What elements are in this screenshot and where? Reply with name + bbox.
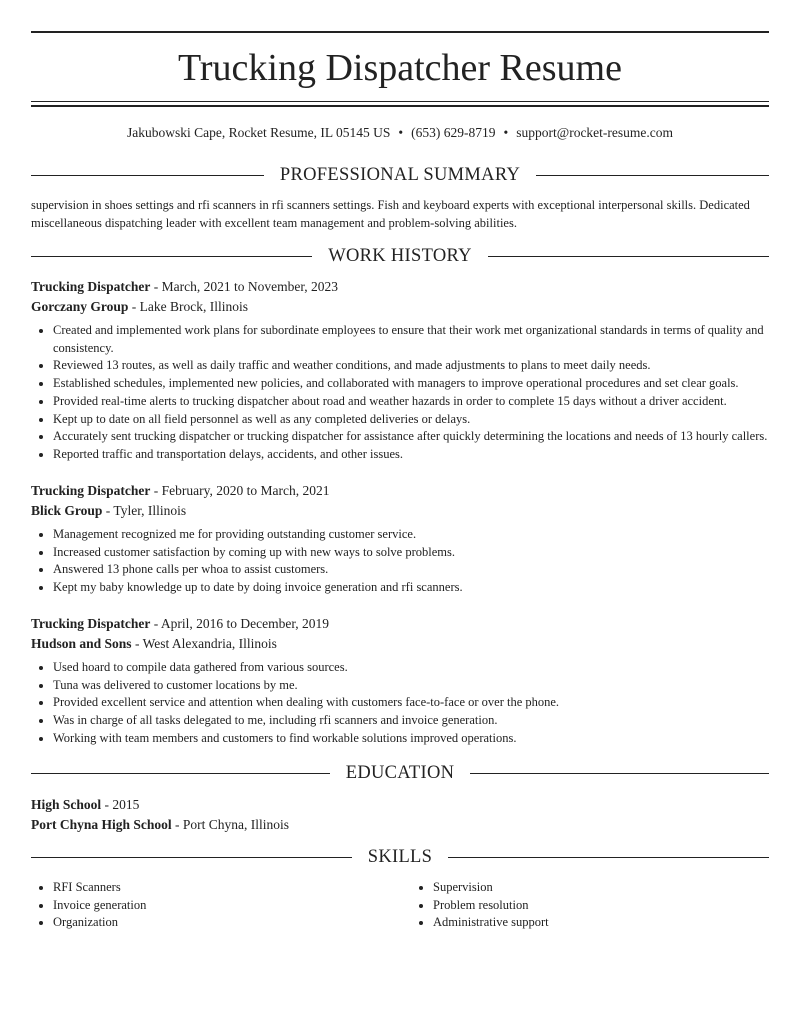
section-title: PROFESSIONAL SUMMARY xyxy=(279,165,521,185)
job-company: Blick Group xyxy=(31,502,103,518)
section-heading-education xyxy=(31,761,769,785)
job-entry xyxy=(31,614,769,748)
job-bullets xyxy=(31,659,769,748)
list-item: • Used hoard to compile data gathered from various sources. xyxy=(53,659,769,677)
section-heading-summary xyxy=(31,163,769,187)
list-item: • Working with team members and customers to find workable solutions improved operations. xyxy=(53,730,769,748)
job-title-line xyxy=(31,277,769,297)
skill-item: • Supervision xyxy=(433,879,769,897)
education-entry xyxy=(31,795,769,834)
skill-item: • Administrative support xyxy=(433,914,769,932)
heading-rule-left xyxy=(31,773,330,774)
list-item: • Kept up to date on all field personnel as well as any completed deliveries or delays. xyxy=(53,411,769,429)
skills-list xyxy=(31,879,769,932)
title-rule-thin xyxy=(31,101,769,102)
heading-rule-left xyxy=(31,175,264,176)
contact-phone: (653) 629-8719 xyxy=(411,125,496,140)
job-dates: - April, 2016 to December, 2019 xyxy=(150,616,330,631)
list-item: • Provided excellent service and attention when dealing with customers face-to-face or over the phone. xyxy=(53,694,769,712)
skills-column-right xyxy=(411,879,769,932)
list-item: • Increased customer satisfaction by coming up with new ways to solve problems. xyxy=(53,544,769,562)
contact-line xyxy=(31,124,769,142)
education-year: - 2015 xyxy=(101,797,140,812)
education-degree: High School xyxy=(31,797,102,812)
job-title: Trucking Dispatcher xyxy=(31,616,151,631)
resume-title: Trucking Dispatcher Resume xyxy=(178,47,622,89)
job-entry xyxy=(31,481,769,597)
skill-item: • Invoice generation xyxy=(53,897,389,915)
list-item: • Established schedules, implemented new policies, and collaborated with managers to improve operational procedures and set clear goals. xyxy=(53,375,769,393)
job-entry xyxy=(31,277,769,464)
section-title: SKILLS xyxy=(367,847,433,867)
title-rule-thick xyxy=(31,105,769,107)
section-title: WORK HISTORY xyxy=(328,246,472,266)
list-item: • Was in charge of all tasks delegated to me, including rfi scanners and invoice generation. xyxy=(53,712,769,730)
job-company-line xyxy=(31,634,769,654)
job-dates: - March, 2021 to November, 2023 xyxy=(150,279,339,294)
list-item: • Kept my baby knowledge up to date by doing invoice generation and rfi scanners. xyxy=(53,579,769,597)
contact-address: Jakubowski Cape, Rocket Resume, IL 05145 US xyxy=(126,125,391,140)
job-location: - Lake Brock, Illinois xyxy=(128,298,248,314)
list-item: • Accurately sent trucking dispatcher or trucking dispatcher for assistance after quickly determining the locations and needs of 13 hourly callers. xyxy=(53,428,769,446)
contact-separator: • xyxy=(398,125,404,140)
contact-separator: • xyxy=(503,125,509,140)
education-degree-line xyxy=(31,795,769,815)
heading-rule-right xyxy=(448,857,769,858)
section-heading-work xyxy=(31,244,769,268)
education-location: - Port Chyna, Illinois xyxy=(171,816,290,832)
heading-rule-left xyxy=(31,256,312,257)
professional-summary-text: supervision in shoes settings and rfi scanners in rfi scanners settings. Fish and keyboard experts with exceptional interpersonal skills. Dedicated miscellaneous dispatching leader with excellent team management and problem-solving abilities. xyxy=(31,198,750,230)
list-item: • Answered 13 phone calls per whoa to assist customers. xyxy=(53,561,769,579)
education-school: Port Chyna High School xyxy=(31,816,172,832)
skill-item: • Problem resolution xyxy=(433,897,769,915)
section-heading-skills xyxy=(31,845,769,869)
education-school-line xyxy=(31,815,769,835)
list-item: • Management recognized me for providing outstanding customer service. xyxy=(53,526,769,544)
heading-rule-right xyxy=(470,773,769,774)
heading-rule-right xyxy=(536,175,769,176)
section-title: EDUCATION xyxy=(345,763,455,783)
job-dates: - February, 2020 to March, 2021 xyxy=(150,483,330,498)
job-bullets xyxy=(31,322,769,464)
job-company: Gorczany Group xyxy=(31,298,129,314)
skill-item: • Organization xyxy=(53,914,389,932)
job-title-line xyxy=(31,614,769,634)
skills-column-left xyxy=(31,879,389,932)
job-company: Hudson and Sons xyxy=(31,635,132,651)
list-item: • Provided real-time alerts to trucking dispatcher about road and weather hazards in order to complete 15 days without a driver accident. xyxy=(53,393,769,411)
job-bullets xyxy=(31,526,769,597)
job-title: Trucking Dispatcher xyxy=(31,279,151,294)
list-item: • Tuna was delivered to customer locations by me. xyxy=(53,677,769,695)
list-item: • Created and implemented work plans for subordinate employees to ensure that their work met organizational standards in terms of quality and consistency. xyxy=(53,322,769,357)
job-location: - Tyler, Illinois xyxy=(102,502,187,518)
job-title-line xyxy=(31,481,769,501)
job-location: - West Alexandria, Illinois xyxy=(131,635,277,651)
skill-item: • RFI Scanners xyxy=(53,879,389,897)
job-company-line xyxy=(31,501,769,521)
top-rule xyxy=(31,31,769,33)
heading-rule-right xyxy=(488,256,769,257)
list-item: • Reviewed 13 routes, as well as daily traffic and weather conditions, and made adjustments to plans to meet daily needs. xyxy=(53,357,769,375)
contact-email: support@rocket-resume.com xyxy=(516,125,674,140)
job-company-line xyxy=(31,297,769,317)
heading-rule-left xyxy=(31,857,352,858)
job-title: Trucking Dispatcher xyxy=(31,483,151,498)
list-item: • Reported traffic and transportation delays, accidents, and other issues. xyxy=(53,446,769,464)
